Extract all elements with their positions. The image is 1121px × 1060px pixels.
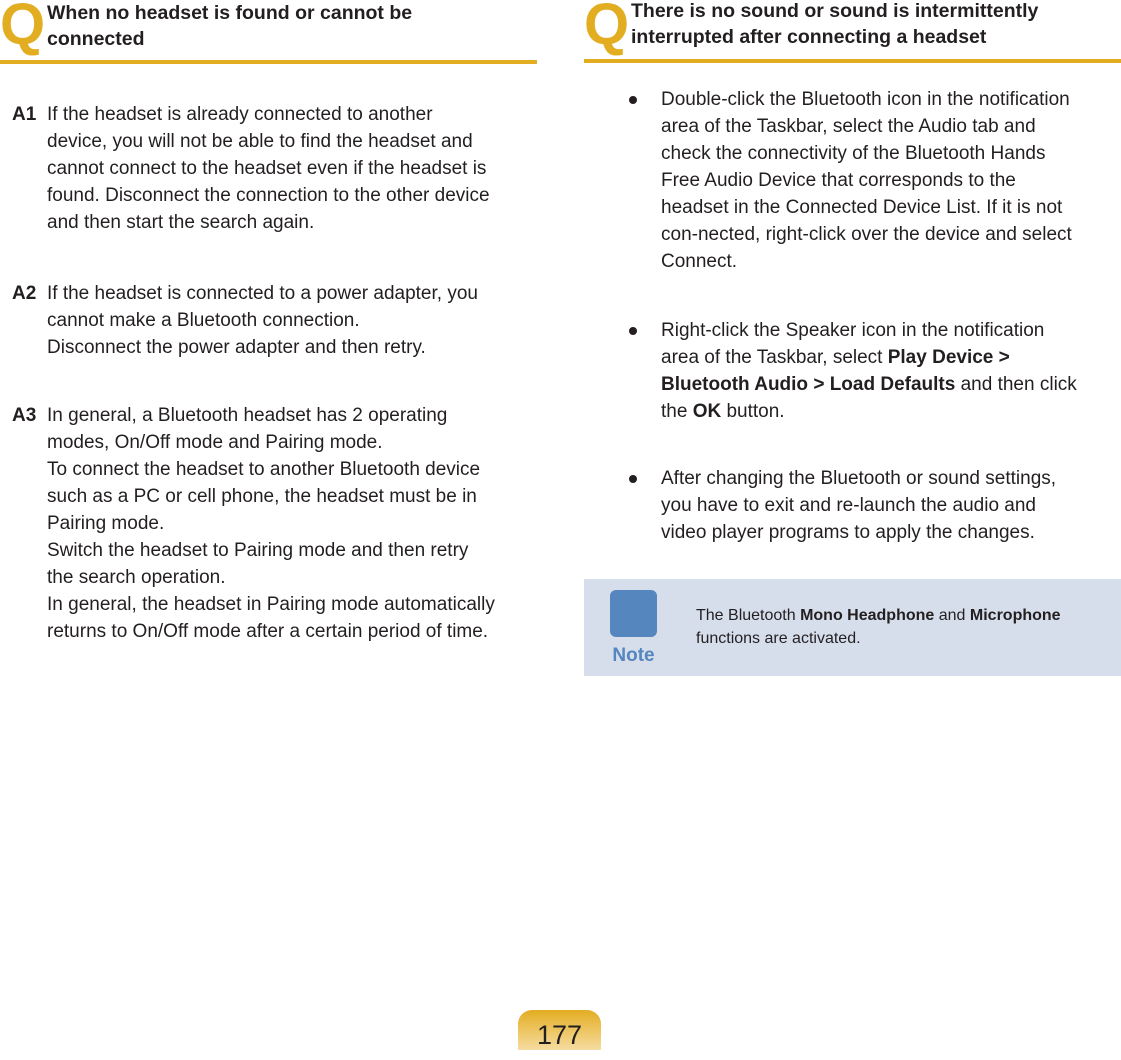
text-segment: video player programs to apply the changes. (661, 522, 1035, 543)
text-line (661, 140, 1072, 167)
text-segment: headset in the Connected Device List. If it is not (661, 197, 1063, 218)
note-icon (610, 590, 657, 637)
text-line: and then start the search again. (47, 212, 315, 233)
text-line: modes, On/Off mode and Pairing mode. (47, 432, 383, 453)
bullet-text (661, 86, 1072, 275)
text-line: Pairing mode. (47, 513, 165, 534)
answer-text (47, 280, 478, 361)
bullet-icon (629, 96, 637, 104)
text-line (661, 398, 1077, 425)
bullet-text (661, 465, 1056, 546)
header-rule (0, 60, 537, 64)
question-title (47, 0, 412, 52)
text-line: cannot connect to the headset even if the headset is (47, 158, 487, 179)
text-segment: the (661, 401, 693, 422)
text-segment: check the connectivity of the Bluetooth Hands (661, 143, 1046, 164)
text-segment: button. (721, 401, 785, 422)
text-line: Switch the headset to Pairing mode and then retry (47, 540, 469, 561)
title-line: interrupted after connecting a headset (631, 26, 987, 48)
bold-text: Microphone (969, 607, 1061, 624)
text-line (661, 465, 1056, 492)
text-line (661, 113, 1072, 140)
text-segment: The Bluetooth (696, 607, 801, 624)
text-segment: and (934, 607, 970, 624)
bullet-text (661, 317, 1077, 425)
text-segment: area of the Taskbar, select (661, 347, 888, 368)
title-line: There is no sound or sound is intermittently (631, 0, 1039, 22)
note-box (584, 579, 1121, 676)
text-line: To connect the headset to another Bluetooth device (47, 459, 481, 480)
question-title (631, 0, 1038, 50)
text-line: the search operation. (47, 567, 226, 588)
note-text (696, 604, 1061, 650)
text-line: returns to On/Off mode after a certain period of time. (47, 621, 489, 642)
text-line (661, 344, 1077, 371)
text-segment: con-nected, right-click over the device and select (661, 224, 1072, 245)
bullet-icon (629, 327, 637, 335)
note-label: Note (612, 645, 655, 666)
title-line: connected (47, 28, 145, 50)
text-segment: Connect. (661, 251, 738, 272)
text-line (661, 371, 1077, 398)
bullet-icon (629, 475, 637, 483)
text-segment: you have to exit and re-launch the audio and (661, 495, 1036, 516)
text-segment: Free Audio Device that corresponds to the (661, 170, 1016, 191)
text-segment: Right-click the Speaker icon in the notification (661, 320, 1045, 341)
text-line (661, 221, 1072, 248)
text-segment: Double-click the Bluetooth icon in the notification (661, 89, 1070, 110)
bold-text: Mono Headphone (800, 607, 935, 624)
text-line: If the headset is already connected to another (47, 104, 433, 125)
text-segment: area of the Taskbar, select the Audio tab and (661, 116, 1036, 137)
bold-text: Play Device > (887, 347, 1010, 368)
text-line (661, 492, 1056, 519)
title-line: When no headset is found or cannot be (47, 2, 413, 24)
text-line: In general, the headset in Pairing mode automatically (47, 594, 495, 615)
text-line (661, 519, 1056, 546)
page-number: 177 (518, 1010, 601, 1050)
text-line (661, 86, 1072, 113)
question-icon: Q (0, 0, 46, 57)
text-line: found. Disconnect the connection to the other device (47, 185, 490, 206)
answer-label: A2 (12, 283, 37, 304)
text-line (661, 194, 1072, 221)
answer-label: A3 (12, 405, 37, 426)
text-segment: and then click (955, 374, 1077, 395)
text-segment: After changing the Bluetooth or sound settings, (661, 468, 1057, 489)
header-rule (584, 59, 1121, 63)
text-line: In general, a Bluetooth headset has 2 operating (47, 405, 448, 426)
text-line: cannot make a Bluetooth connection. (47, 310, 360, 331)
text-line (661, 248, 1072, 275)
text-line (661, 317, 1077, 344)
question-icon: Q (584, 0, 630, 57)
text-line: If the headset is connected to a power adapter, you (47, 283, 478, 304)
text-line: Disconnect the power adapter and then retry. (47, 337, 426, 358)
answer-label: A1 (12, 104, 37, 125)
text-line (696, 627, 1061, 650)
bold-text: Bluetooth Audio > Load Defaults (661, 374, 956, 395)
text-line: device, you will not be able to find the headset and (47, 131, 473, 152)
answer-text (47, 402, 495, 645)
text-line (696, 604, 1061, 627)
text-line (661, 167, 1072, 194)
text-line: such as a PC or cell phone, the headset must be in (47, 486, 477, 507)
answer-text (47, 101, 490, 236)
bold-text: OK (692, 401, 722, 422)
text-segment: functions are activated. (696, 630, 861, 647)
